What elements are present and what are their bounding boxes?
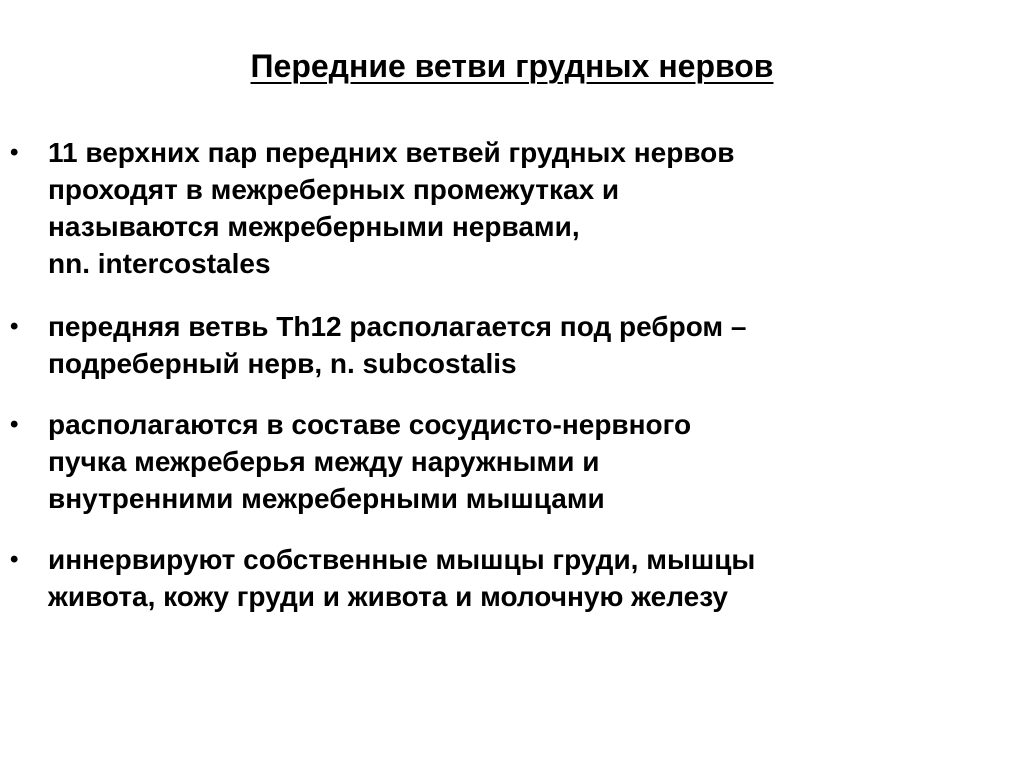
bullet-item-subcostal <box>0 308 1024 382</box>
bullet-list <box>0 134 1024 615</box>
bullet-item-intercostal <box>0 134 1024 282</box>
bullet-line: передняя ветвь Th12 располагается под ребром – <box>48 311 747 342</box>
bullet-marker: • <box>10 546 19 573</box>
bullet-line: проходят в межреберных промежутках и <box>48 174 620 205</box>
bullet-text <box>48 134 1008 282</box>
bullet-line: подреберный нерв, n. subcostalis <box>48 348 517 379</box>
bullet-line: 11 верхних пар передних ветвей грудных нервов <box>48 137 735 168</box>
bullet-line: иннервируют собственные мышцы груди, мышцы <box>48 544 756 575</box>
bullet-marker: • <box>10 313 19 340</box>
bullet-marker: • <box>10 139 19 166</box>
bullet-line: nn. intercostales <box>48 248 271 279</box>
slide-title: Передние ветви грудных нервов <box>250 48 774 84</box>
bullet-item-location <box>0 406 1024 517</box>
bullet-line: внутренними межреберными мышцами <box>48 483 605 514</box>
bullet-line: называются межреберными нервами, <box>48 211 580 242</box>
bullet-line: располагаются в составе сосудисто-нервного <box>48 409 692 440</box>
bullet-text <box>48 406 1008 517</box>
bullet-marker: • <box>10 411 19 438</box>
bullet-text <box>48 541 1008 615</box>
bullet-item-innervation <box>0 541 1024 615</box>
bullet-line: пучка межреберья между наружными и <box>48 446 600 477</box>
bullet-line: живота, кожу груди и живота и молочную железу <box>48 581 728 612</box>
bullet-text <box>48 308 1008 382</box>
